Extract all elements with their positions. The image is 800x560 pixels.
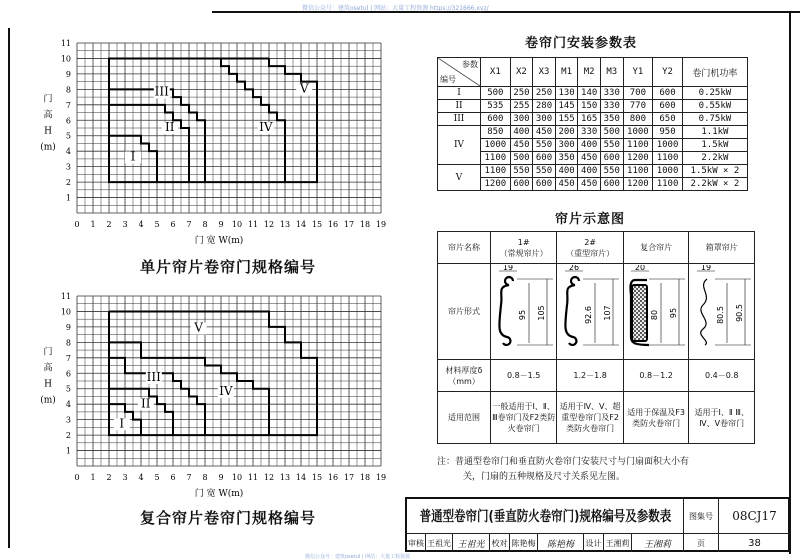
table-cell: 2.2kW × 2 [682, 178, 747, 191]
checker-signature [538, 534, 584, 552]
slat-profile-1 [491, 264, 557, 360]
x-tick-label: 16 [327, 220, 339, 229]
width-dimension: 19 [700, 265, 711, 272]
y-axis-label: 高 [43, 363, 53, 374]
composite-slat-spec-chart [0, 278, 400, 508]
y-tick-label: 4 [65, 147, 71, 157]
row-label-thickness: 材料厚度δ（mm） [438, 360, 491, 392]
x-tick-label: 16 [327, 473, 339, 482]
reviewer-signature-text: 王祖光 [457, 539, 485, 550]
corner-params-label: 参数 [462, 60, 478, 69]
scope-2: 适用于Ⅳ、Ⅴ、超重型卷帘门及F2类防火卷帘门 [557, 392, 623, 444]
table-cell: 250 [533, 87, 556, 100]
slat-name-4: 箱罩帘片 [689, 232, 755, 264]
table-cell: 500 [510, 152, 533, 165]
reviewer-signature [453, 534, 490, 552]
x-axis-label: 门 宽 W(m) [194, 489, 244, 499]
region-label: I [119, 416, 125, 431]
check-label: 校对 [490, 534, 510, 552]
table-cell: 700 [623, 87, 653, 100]
width-dimension: 26 [569, 265, 580, 272]
table-cell: 0.55kW [682, 100, 747, 113]
region-label: IV [219, 383, 233, 398]
spec-id: III [438, 113, 481, 126]
x-tick-label: 5 [154, 473, 160, 482]
column-header: M3 [600, 58, 623, 87]
table-cell: 145 [555, 100, 578, 113]
table-cell: 150 [578, 100, 601, 113]
atlas-number: 08CJ17 [719, 499, 790, 534]
watermark-top: 微信公众号：建筑osetul | 网站：大量工程资源 https://321666.xyz/ [302, 5, 489, 12]
table-cell: 400 [578, 165, 601, 178]
slat-profile-3 [623, 264, 689, 360]
y-tick-label: 9 [65, 69, 71, 79]
spec-id: I [438, 87, 481, 100]
thickness-1: 0.8－1.5 [491, 360, 557, 392]
composite-slat-chart-title: 复合帘片卷帘门规格编号 [140, 509, 317, 527]
table-cell: 0.75kW [682, 113, 747, 126]
slat-profile-shape [565, 277, 579, 345]
table-cell: 1100 [623, 139, 653, 152]
table-cell: 1100 [623, 165, 653, 178]
y-axis-label: 门 [43, 347, 53, 358]
y-tick-label: 2 [65, 178, 71, 188]
table-cell: 1100 [481, 152, 511, 165]
table-cell: 800 [623, 113, 653, 126]
table-cell: 1.5kW [682, 139, 747, 152]
table-cell: 550 [533, 139, 556, 152]
table-cell: 300 [555, 139, 578, 152]
row-label-form: 帘片形式 [438, 264, 491, 360]
y-tick-label: 5 [65, 131, 71, 141]
table-cell: 1000 [481, 139, 511, 152]
slat-name-2 [557, 232, 623, 264]
column-header: Y2 [653, 58, 683, 87]
x-tick-label: 1 [90, 220, 96, 229]
title-block [405, 497, 790, 552]
y-tick-label: 3 [65, 415, 71, 425]
slat-name-1 [491, 232, 557, 264]
table-cell: 165 [578, 113, 601, 126]
single-slat-chart-title: 单片帘片卷帘门规格编号 [140, 258, 317, 276]
column-header: X1 [481, 58, 511, 87]
y-tick-label: 10 [60, 54, 71, 64]
x-tick-label: 18 [359, 473, 371, 482]
y-axis-label: 门 [43, 94, 53, 105]
y-tick-label: 2 [65, 431, 71, 441]
table-cell: 450 [555, 178, 578, 191]
x-tick-label: 14 [295, 473, 307, 482]
y-tick-label: 1 [65, 193, 71, 203]
reviewer-name: 王祖光 [426, 534, 453, 552]
outer-height-dimension: 107 [603, 305, 613, 321]
designer-name: 王湘莉 [604, 534, 632, 552]
composite-fill [632, 285, 647, 341]
corner-id-label: 编号 [440, 75, 456, 84]
column-header: M2 [578, 58, 601, 87]
scope-4: 适用于Ⅰ、Ⅱ Ⅲ、Ⅳ、Ⅴ卷帘门 [689, 392, 755, 444]
y-tick-label: 11 [60, 292, 71, 301]
inner-height-dimension: 80.5 [715, 306, 725, 324]
table-row [438, 100, 748, 113]
x-tick-label: 8 [202, 473, 208, 482]
width-dimension: 20 [635, 265, 646, 272]
table-cell: 140 [578, 87, 601, 100]
region-label: II [141, 396, 151, 411]
region-label: III [146, 370, 161, 384]
table-cell: 600 [653, 87, 683, 100]
spec-id: II [438, 100, 481, 113]
y-tick-label: 7 [65, 100, 71, 110]
thickness-3: 0.8－1.2 [623, 360, 689, 392]
x-tick-label: 17 [343, 220, 355, 229]
y-axis-label: (m) [40, 395, 56, 406]
region-label: IV [259, 120, 273, 135]
thickness-2: 1.2－1.8 [557, 360, 623, 392]
single-slat-spec-chart [0, 25, 400, 255]
table-cell: 600 [653, 100, 683, 113]
table-row [438, 178, 748, 191]
x-tick-label: 6 [170, 220, 176, 229]
slat-num: 1# [517, 237, 530, 247]
table-row [438, 139, 748, 152]
x-tick-label: 15 [311, 220, 323, 229]
x-tick-label: 15 [311, 473, 323, 482]
table-cell: 350 [555, 152, 578, 165]
table-cell: 450 [510, 139, 533, 152]
table-cell: 330 [600, 87, 623, 100]
note [437, 455, 787, 485]
x-tick-label: 4 [138, 220, 144, 229]
table-cell: 1.5kW × 2 [682, 165, 747, 178]
checker-signature-text: 陈艳梅 [546, 539, 574, 550]
table-cell: 330 [578, 126, 601, 139]
x-tick-label: 19 [375, 220, 387, 229]
region-label: III [154, 84, 169, 99]
table-cell: 550 [533, 165, 556, 178]
table-cell: 1100 [481, 165, 511, 178]
table-cell: 450 [578, 178, 601, 191]
x-tick-label: 0 [74, 220, 80, 229]
y-axis-label: (m) [40, 142, 56, 153]
column-header: X3 [533, 58, 556, 87]
y-tick-label: 1 [65, 446, 71, 456]
table-cell: 330 [600, 100, 623, 113]
x-tick-label: 11 [247, 473, 259, 482]
slat-num: 2# [584, 237, 596, 247]
x-tick-label: 0 [74, 473, 80, 482]
corner-header [438, 58, 481, 87]
table-cell: 770 [623, 100, 653, 113]
x-tick-label: 7 [186, 473, 192, 482]
region-label: II [165, 120, 175, 135]
table-cell: 400 [510, 126, 533, 139]
scope-1: 一般适用于Ⅰ、Ⅱ、Ⅲ卷帘门及F2类防火卷帘门 [491, 392, 557, 444]
table-cell: 250 [510, 87, 533, 100]
table-row [438, 126, 748, 139]
x-tick-label: 18 [359, 220, 371, 229]
table-cell: 1200 [481, 178, 511, 191]
column-header: 卷门机功率 [682, 58, 747, 87]
width-dimension: 19 [502, 265, 513, 272]
table-row [438, 165, 748, 178]
x-tick-label: 12 [263, 220, 275, 229]
table-cell: 155 [555, 113, 578, 126]
y-tick-label: 8 [65, 338, 71, 348]
slat-table [437, 231, 755, 444]
spec-id: V [438, 165, 481, 191]
slat-profile-shape [700, 279, 706, 345]
table-cell: 1000 [653, 165, 683, 178]
slat-profile-4 [689, 264, 755, 360]
x-axis-label: 门 宽 W(m) [194, 236, 244, 246]
table-cell: 1200 [623, 178, 653, 191]
drawing-title-cell [407, 499, 684, 534]
frame-top-line [212, 11, 800, 13]
note-line-1: 注：普通型卷帘门和垂直防火卷帘门安装尺寸与门扇面积大小有 [437, 457, 690, 467]
table-cell: 1000 [623, 126, 653, 139]
y-axis-label: 高 [43, 110, 53, 121]
y-tick-label: 6 [65, 116, 71, 126]
slat-table-title: 帘片示意图 [555, 212, 626, 227]
x-tick-label: 13 [279, 220, 291, 229]
slat-name-3: 复合帘片 [623, 232, 689, 264]
outer-height-dimension: 105 [536, 305, 546, 321]
watermark-bottom: 微信公众号：建筑osetul | 网站：大量工程资源 [305, 554, 411, 560]
table-cell: 200 [555, 126, 578, 139]
x-tick-label: 3 [122, 220, 128, 229]
y-axis-label: H [44, 379, 52, 390]
table-cell: 600 [533, 152, 556, 165]
table-cell: 600 [510, 178, 533, 191]
x-tick-label: 7 [186, 220, 192, 229]
designer-signature-text: 王湘莉 [643, 539, 671, 550]
table-row [438, 113, 748, 126]
table-row [438, 87, 748, 100]
row-label-scope: 适用范围 [438, 392, 491, 444]
x-tick-label: 9 [218, 220, 224, 229]
slat-profile-2 [557, 264, 623, 360]
design-label: 设计 [584, 534, 604, 552]
region-label: V [299, 81, 309, 96]
table-cell: 300 [510, 113, 533, 126]
x-tick-label: 12 [263, 473, 275, 482]
x-tick-label: 3 [122, 473, 128, 482]
x-tick-label: 19 [375, 473, 387, 482]
x-tick-label: 5 [154, 220, 160, 229]
designer-signature [632, 534, 684, 552]
x-tick-label: 8 [202, 220, 208, 229]
table-cell: 1100 [653, 152, 683, 165]
row-label-name: 帘片名称 [438, 232, 491, 264]
column-header: M1 [555, 58, 578, 87]
region-label: V [194, 320, 203, 335]
x-tick-label: 2 [106, 473, 112, 482]
y-tick-label: 9 [65, 322, 71, 332]
table-cell: 280 [533, 100, 556, 113]
spec-id: IV [438, 126, 481, 165]
x-tick-label: 11 [247, 220, 259, 229]
table-cell: 650 [653, 113, 683, 126]
table-cell: 0.25kW [682, 87, 747, 100]
table-cell: 550 [600, 139, 623, 152]
x-tick-label: 4 [138, 473, 144, 482]
x-tick-label: 10 [231, 220, 243, 229]
note-line-2: 关，门扇的五种规格及尺寸关系见左图。 [463, 472, 626, 482]
params-table-title: 卷帘门安装参数表 [525, 36, 638, 51]
y-tick-label: 3 [65, 162, 71, 172]
x-tick-label: 9 [218, 473, 224, 482]
table-cell: 350 [600, 113, 623, 126]
page-label: 页 [684, 534, 719, 552]
slat-profile-shape [499, 277, 513, 345]
x-tick-label: 1 [90, 473, 96, 482]
table-cell: 300 [533, 113, 556, 126]
frame-right-line [789, 12, 791, 554]
table-cell: 255 [510, 100, 533, 113]
params-table [437, 57, 748, 191]
table-cell: 450 [578, 152, 601, 165]
table-cell: 130 [555, 87, 578, 100]
table-cell: 535 [481, 100, 511, 113]
y-tick-label: 5 [65, 384, 71, 394]
y-tick-label: 7 [65, 353, 71, 363]
x-tick-label: 2 [106, 220, 112, 229]
table-cell: 1100 [653, 178, 683, 191]
table-cell: 600 [600, 178, 623, 191]
table-cell: 400 [555, 165, 578, 178]
scope-3: 适用于保温及F3类防火卷帘门 [623, 392, 689, 444]
table-cell: 1000 [653, 139, 683, 152]
inner-height-dimension: 95 [517, 309, 527, 321]
column-header: Y1 [623, 58, 653, 87]
inner-height-dimension: 92.6 [584, 306, 594, 324]
outer-height-dimension: 95 [669, 307, 679, 319]
x-tick-label: 6 [170, 473, 176, 482]
inner-height-dimension: 80 [650, 309, 660, 321]
table-cell: 1.1kW [682, 126, 747, 139]
table-cell: 550 [510, 165, 533, 178]
x-tick-label: 10 [231, 473, 243, 482]
x-tick-label: 13 [279, 473, 291, 482]
region-label: I [130, 149, 136, 164]
table-cell: 500 [481, 87, 511, 100]
table-cell: 600 [600, 152, 623, 165]
drawing-title: 普通型卷帘门(垂直防火卷帘门)规格编号及参数表 [419, 509, 671, 525]
page-number: 38 [748, 537, 761, 549]
x-tick-label: 17 [343, 473, 355, 482]
table-row [438, 152, 748, 165]
y-tick-label: 6 [65, 369, 71, 379]
table-cell: 550 [600, 165, 623, 178]
y-tick-label: 8 [65, 85, 71, 95]
y-axis-label: H [44, 126, 52, 137]
atlas-label: 图集号 [684, 499, 719, 534]
table-cell: 450 [533, 126, 556, 139]
table-cell: 1200 [623, 152, 653, 165]
column-header: X2 [510, 58, 533, 87]
table-cell: 500 [600, 126, 623, 139]
y-tick-label: 11 [60, 39, 71, 48]
checker-name: 陈艳梅 [510, 534, 538, 552]
y-tick-label: 4 [65, 400, 71, 410]
y-tick-label: 10 [60, 307, 71, 317]
table-cell: 2.2kW [682, 152, 747, 165]
table-cell: 950 [653, 126, 683, 139]
review-label: 审核 [407, 534, 426, 552]
thickness-4: 0.4－0.8 [689, 360, 755, 392]
slat-name: （重型帘片） [566, 248, 615, 258]
table-cell: 850 [481, 126, 511, 139]
slat-name: （常规帘片） [499, 248, 548, 258]
table-cell: 400 [578, 139, 601, 152]
x-tick-label: 14 [295, 220, 307, 229]
table-cell: 600 [533, 178, 556, 191]
table-cell: 600 [481, 113, 511, 126]
outer-height-dimension: 90.5 [734, 304, 744, 322]
